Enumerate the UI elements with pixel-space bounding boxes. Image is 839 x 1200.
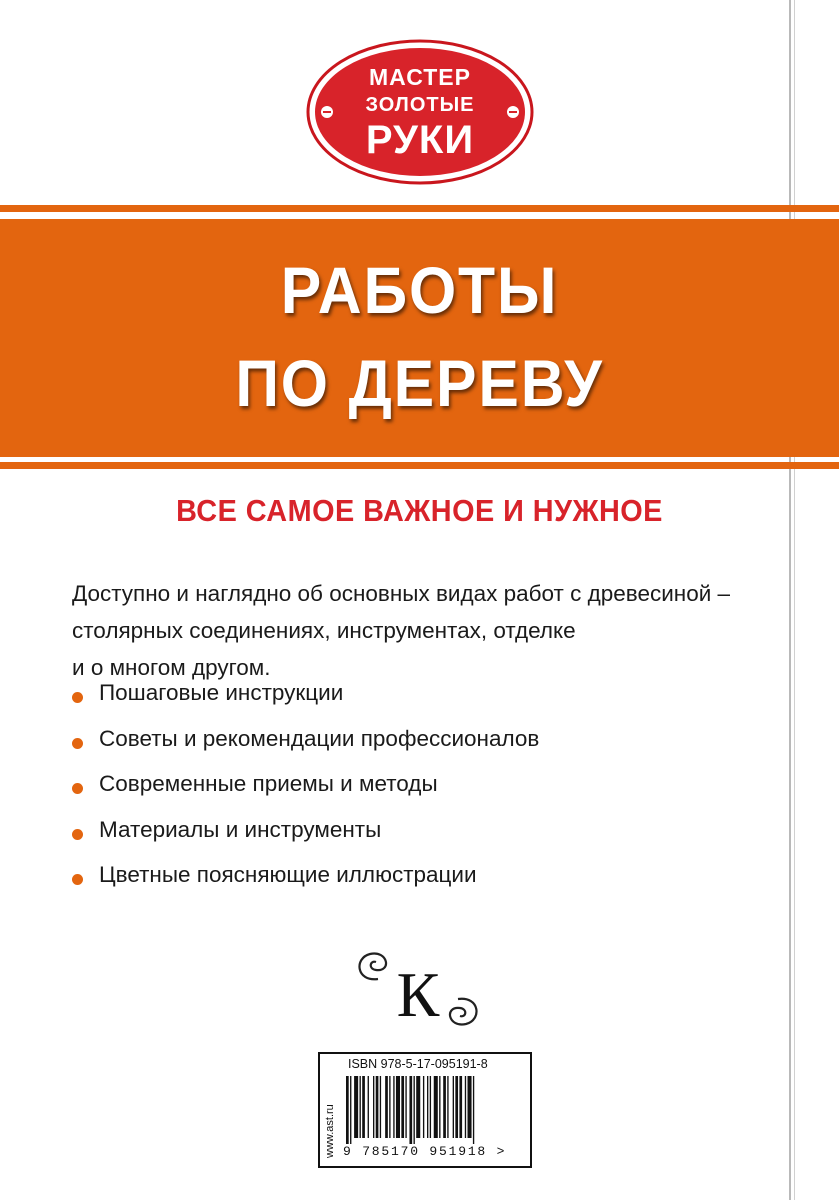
barcode-bars bbox=[344, 1076, 518, 1144]
barcode-bar bbox=[405, 1076, 406, 1138]
band-stripe-bottom bbox=[0, 462, 839, 469]
subtitle: ВСЕ САМОЕ ВАЖНОЕ И НУЖНОЕ bbox=[176, 493, 663, 528]
barcode-bar bbox=[439, 1076, 440, 1138]
publisher-logo-letter: К bbox=[396, 959, 440, 1030]
barcode-bar bbox=[346, 1076, 349, 1144]
description-line: Доступно и наглядно об основных видах работ с древесиной – bbox=[72, 581, 731, 606]
barcode-bar bbox=[447, 1076, 448, 1138]
barcode-bar bbox=[434, 1076, 438, 1138]
barcode-bar bbox=[354, 1076, 358, 1138]
description-line: и о многом другом. bbox=[72, 655, 271, 680]
description bbox=[72, 575, 812, 686]
series-logo bbox=[305, 38, 535, 186]
title-line-1: РАБОТЫ bbox=[280, 253, 559, 327]
barcode-bar bbox=[427, 1076, 428, 1138]
list-item-text: Современные приемы и методы bbox=[99, 771, 438, 796]
barcode-bar bbox=[423, 1076, 424, 1138]
barcode-bar bbox=[465, 1076, 466, 1138]
barcode-bar bbox=[393, 1076, 394, 1138]
bullet-icon bbox=[72, 738, 83, 749]
publisher-logo bbox=[348, 944, 488, 1034]
logo-line-3: РУКИ bbox=[365, 118, 475, 162]
description-line: столярных соединениях, инструментах, отделке bbox=[72, 618, 576, 643]
barcode-bar bbox=[389, 1076, 390, 1138]
isbn-label: ISBN 978-5-17-095191-8 bbox=[348, 1057, 488, 1071]
barcode-bar bbox=[376, 1076, 379, 1138]
barcode-bar bbox=[409, 1076, 412, 1144]
bullet-icon bbox=[72, 783, 83, 794]
logo-line-2: ЗОЛОТЫЕ bbox=[365, 94, 475, 116]
barcode-bar bbox=[385, 1076, 388, 1138]
bullet-icon bbox=[72, 692, 83, 703]
barcode-bar bbox=[401, 1076, 404, 1138]
publisher-logo-icon bbox=[348, 944, 488, 1034]
barcode-bar bbox=[468, 1076, 472, 1138]
barcode-number: 9 785170 951918 > bbox=[343, 1144, 507, 1159]
barcode-bar bbox=[416, 1076, 420, 1138]
band-stripe-top bbox=[0, 205, 839, 212]
bullet-icon bbox=[72, 874, 83, 885]
barcode-bar bbox=[373, 1076, 374, 1138]
barcode-bar bbox=[350, 1076, 351, 1144]
barcode-bar bbox=[380, 1076, 381, 1138]
barcode-bar bbox=[473, 1076, 474, 1144]
list-item-text: Материалы и инструменты bbox=[99, 816, 382, 842]
barcode-bar bbox=[455, 1076, 458, 1138]
logo-line-1: МАСТЕР bbox=[369, 64, 471, 90]
list-item-text: Цветные поясняющие иллюстрации bbox=[99, 862, 477, 887]
list-item-text: Пошаговые инструкции bbox=[99, 680, 344, 705]
barcode-bar bbox=[414, 1076, 415, 1144]
barcode-bar bbox=[362, 1076, 365, 1138]
list-item-text: Советы и рекомендации профессионалов bbox=[99, 725, 540, 751]
barcode-bar bbox=[396, 1076, 400, 1138]
barcode-bar bbox=[459, 1076, 462, 1138]
barcode-bar bbox=[368, 1076, 369, 1138]
barcode-bar bbox=[443, 1076, 446, 1138]
title-line-2: ПО ДЕРЕВУ bbox=[235, 346, 604, 420]
publisher-url-text: www.ast.ru bbox=[324, 1104, 336, 1158]
publisher-url bbox=[322, 1080, 338, 1160]
barcode-bar bbox=[430, 1076, 431, 1138]
bullet-icon bbox=[72, 829, 83, 840]
barcode-bar bbox=[360, 1076, 361, 1138]
barcode-bar bbox=[453, 1076, 454, 1138]
